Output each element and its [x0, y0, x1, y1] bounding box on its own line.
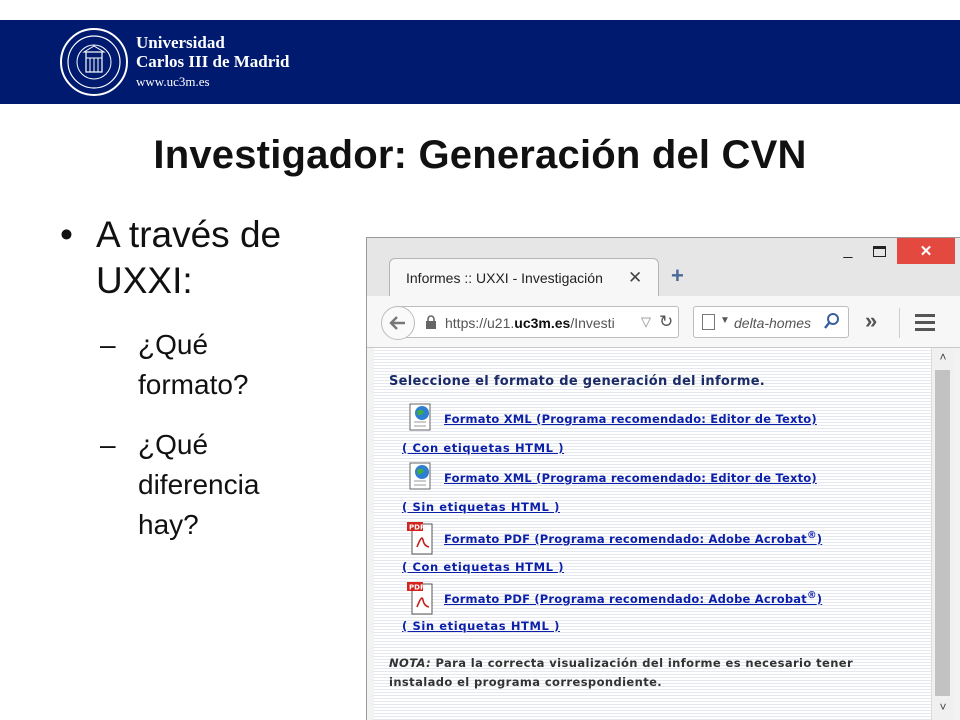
browser-tab[interactable]: [389, 258, 659, 296]
url-bar[interactable]: [397, 306, 679, 338]
note-text: [389, 654, 919, 692]
scroll-down-arrow-icon[interactable]: ˅: [939, 700, 947, 714]
format-link[interactable]: [444, 530, 822, 546]
browser-navbar: [367, 296, 960, 348]
sub-bullet-marker: –: [100, 429, 116, 460]
hamburger-menu-icon[interactable]: [915, 314, 935, 335]
maximize-button[interactable]: [864, 238, 894, 264]
pdf-document-icon[interactable]: [406, 580, 436, 614]
university-name-line1: Universidad: [136, 33, 225, 52]
university-seal-logo: [60, 28, 128, 96]
content-heading: Seleccione el formato de generación del informe.: [389, 374, 766, 389]
svg-text:PDF: PDF: [409, 523, 425, 532]
lock-icon: [425, 315, 437, 334]
url-domain: uc3m.es: [514, 315, 571, 331]
svg-text:PDF: PDF: [409, 583, 425, 592]
scrollbar-thumb[interactable]: [935, 370, 950, 696]
url-text: [445, 315, 615, 331]
sub-bullet-text: ¿Qué diferencia hay?: [138, 429, 260, 540]
search-engine-dropdown-icon[interactable]: ▼: [720, 315, 730, 326]
url-prefix: https://u21.: [445, 315, 515, 331]
scroll-up-arrow-icon[interactable]: ˄: [939, 350, 947, 364]
vertical-scrollbar[interactable]: [931, 348, 953, 720]
note-label: NOTA:: [389, 656, 432, 670]
overflow-menu-button[interactable]: »: [865, 308, 878, 333]
bullet-marker: •: [60, 214, 73, 255]
page-content: [374, 348, 931, 720]
format-sub-link[interactable]: ( Con etiquetas HTML ): [402, 560, 565, 574]
xml-document-icon[interactable]: [406, 402, 436, 436]
new-tab-button[interactable]: +: [671, 263, 684, 288]
search-input[interactable]: delta-homes: [734, 315, 812, 331]
university-name: [136, 33, 289, 91]
format-link-end: ): [816, 531, 823, 546]
format-link[interactable]: Formato XML (Programa recomendado: Editor de Texto): [444, 412, 817, 426]
university-website: www.uc3m.es: [136, 74, 210, 89]
reload-icon[interactable]: ↻: [659, 312, 674, 331]
format-link[interactable]: [444, 590, 822, 606]
format-link-text: Formato PDF (Programa recomendado: Adobe Acrobat: [444, 591, 807, 606]
minimize-button[interactable]: _: [843, 242, 853, 259]
back-arrow-icon: [389, 315, 407, 331]
pdf-document-icon[interactable]: [406, 520, 436, 554]
url-dropdown-icon[interactable]: ▽: [641, 314, 651, 329]
format-sub-link[interactable]: ( Sin etiquetas HTML ): [402, 619, 560, 633]
toolbar-divider: [899, 308, 900, 338]
tab-label: Informes :: UXXI - Investigación: [406, 270, 603, 286]
note-body: Para la correcta visualización del informe es necesario tener instalado el programa correspondiente.: [389, 656, 854, 689]
url-path: /Investi: [570, 315, 615, 331]
university-name-line2: Carlos III de Madrid: [136, 52, 290, 71]
sub-bullet-text: ¿Qué formato?: [138, 329, 249, 400]
format-link-text: Formato PDF (Programa recomendado: Adobe Acrobat: [444, 531, 807, 546]
format-link[interactable]: Formato XML (Programa recomendado: Editor de Texto): [444, 471, 817, 485]
back-button[interactable]: [381, 306, 415, 340]
tab-close-icon[interactable]: ✕: [628, 268, 643, 287]
search-icon[interactable]: [824, 312, 840, 335]
page-icon: [702, 314, 715, 330]
registered-mark: ®: [806, 590, 817, 601]
search-bar[interactable]: [693, 306, 849, 338]
format-link-end: ): [816, 591, 823, 606]
maximize-icon: [873, 246, 886, 257]
header-banner: [0, 20, 960, 104]
sub-bullet-marker: –: [100, 329, 116, 360]
slide-title: Investigador: Generación del CVN: [153, 133, 807, 177]
close-window-button[interactable]: ✕: [897, 238, 955, 264]
xml-document-icon[interactable]: [406, 461, 436, 495]
main-bullet-text: A través de UXXI:: [96, 214, 282, 301]
browser-window: [366, 237, 960, 720]
registered-mark: ®: [806, 530, 817, 541]
format-sub-link[interactable]: ( Con etiquetas HTML ): [402, 441, 565, 455]
format-sub-link[interactable]: ( Sin etiquetas HTML ): [402, 500, 560, 514]
